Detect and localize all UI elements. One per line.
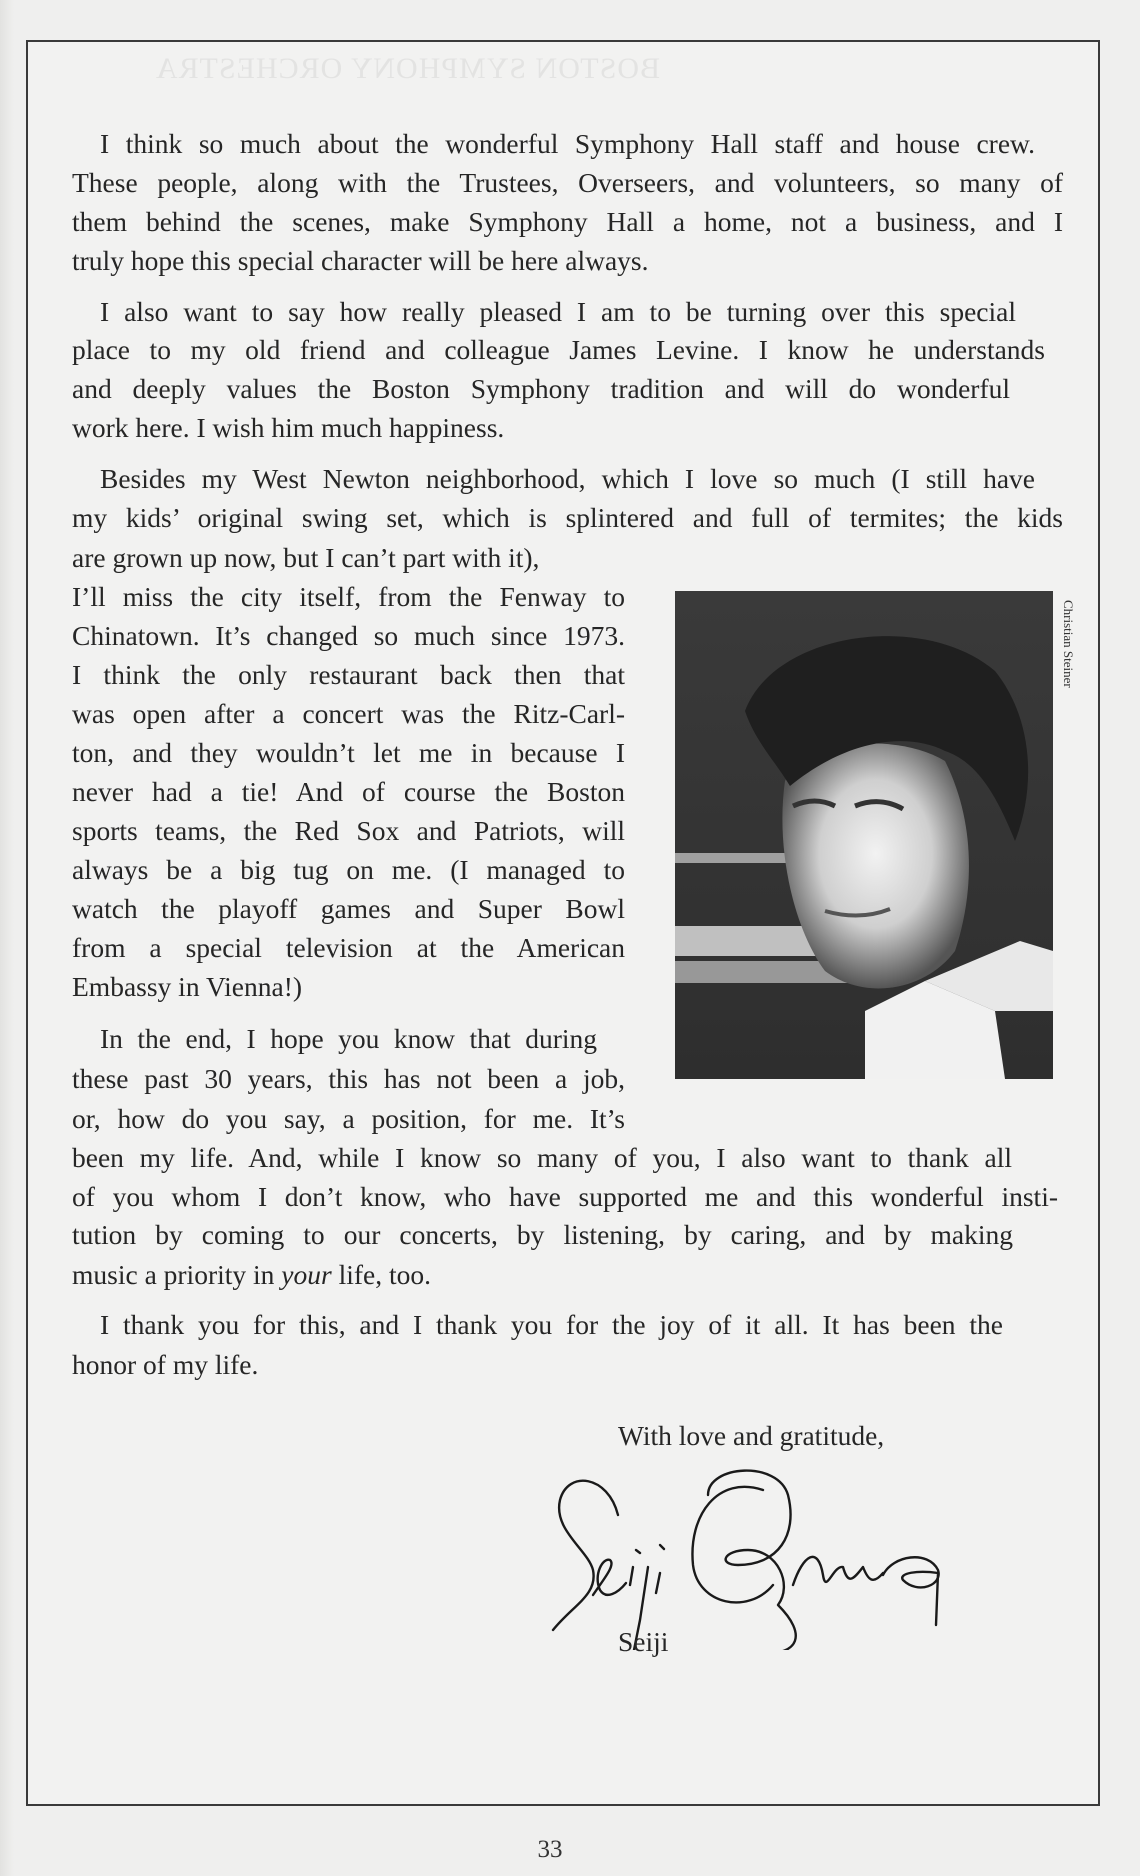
signature-image — [548, 1455, 988, 1650]
letter-line — [100, 1025, 597, 1053]
letter-line — [100, 465, 1035, 493]
signed-name: Seiji — [618, 1626, 669, 1657]
letter-line — [100, 298, 1016, 326]
letter-line — [72, 895, 625, 923]
letter-line — [100, 130, 1035, 158]
letter-line-text: ton, and they wouldn’t let me in because I — [72, 737, 625, 768]
emphasis-text: your — [281, 1259, 332, 1290]
letter-line-text: I think so much about the wonderful Symphony Hall staff and house crew. — [100, 128, 1035, 159]
letter-line — [72, 583, 625, 611]
letter-line-text: Chinatown. It’s changed so much since 1973. — [72, 620, 625, 651]
letter-line-text: and deeply values the Boston Symphony tradition and will do wonderful — [72, 373, 1010, 404]
letter-line — [72, 208, 1063, 236]
letter-line-text: tution by coming to our concerts, by listening, by caring, and by making — [72, 1219, 1013, 1250]
letter-line-text: I thank you for this, and I thank you for the joy of it all. It has been the — [100, 1309, 1003, 1340]
bleed-through-header: BOSTON SYMPHONY ORCHESTRA — [154, 52, 660, 85]
letter-line-text: was open after a concert was the Ritz-Carl- — [72, 698, 625, 729]
letter-line-text: place to my old friend and colleague James Levine. I know he understands — [72, 334, 1045, 365]
letter-line-text: truly hope this special character will be here always. — [72, 245, 649, 276]
letter-line-text: these past 30 years, this has not been a job, — [72, 1063, 625, 1094]
letter-line — [72, 504, 1063, 532]
letter-line-text: never had a tie! And of course the Boston — [72, 776, 625, 807]
letter-line — [72, 622, 625, 650]
letter-line — [100, 1311, 1003, 1339]
letter-line — [72, 1221, 1013, 1249]
letter-line-text: my kids’ original swing set, which is splintered and full of termites; the kids — [72, 502, 1063, 533]
letter-line-text: Besides my West Newton neighborhood, which I love so much (I still have — [100, 463, 1035, 494]
letter-line — [72, 414, 504, 442]
letter-line-text: watch the playoff games and Super Bowl — [72, 893, 625, 924]
letter-line — [72, 856, 625, 884]
letter-line-text: work here. I wish him much happiness. — [72, 412, 505, 443]
letter-line — [72, 700, 625, 728]
letter-line — [72, 934, 625, 962]
portrait-image — [675, 591, 1053, 1079]
letter-line-text: or, how do you say, a position, for me. It’s — [72, 1103, 625, 1134]
letter-line — [72, 1105, 625, 1133]
letter-line-text: from a special television at the American — [72, 932, 625, 963]
letter-line-text: I also want to say how really pleased I am to be turning over this special — [100, 296, 1016, 327]
letter-line — [72, 247, 649, 275]
letter-line — [72, 336, 1045, 364]
letter-line-text: of you whom I don’t know, who have supported me and this wonderful insti- — [72, 1181, 1058, 1212]
page-edge — [0, 0, 14, 1876]
letter-line — [72, 973, 302, 1001]
letter-line — [72, 739, 625, 767]
letter-line — [72, 778, 625, 806]
letter-line-text: always be a big tug on me. (I managed to — [72, 854, 625, 885]
letter-line-text: In the end, I hope you know that during — [100, 1023, 597, 1054]
letter-line — [72, 375, 1010, 403]
letter-line — [72, 544, 539, 572]
letter-line — [72, 817, 625, 845]
letter-line — [72, 1065, 625, 1093]
portrait-photo — [675, 591, 1053, 1079]
letter-line-text: been my life. And, while I know so many of you, I also want to thank all — [72, 1142, 1012, 1173]
photo-credit: Christian Steiner — [1061, 600, 1076, 688]
letter-line-text: are grown up now, but I can’t part with it), — [72, 542, 540, 573]
letter-line — [72, 1261, 431, 1289]
letter-line — [72, 661, 625, 689]
letter-line-text: life, too. — [331, 1259, 431, 1290]
letter-line — [72, 169, 1063, 197]
closing-line: With love and gratitude, — [618, 1420, 885, 1451]
letter-line-text: I think the only restaurant back then that — [72, 659, 625, 690]
letter-line-text: These people, along with the Trustees, Overseers, and volunteers, so many of — [72, 167, 1063, 198]
letter-line — [72, 1144, 1012, 1172]
page-number: 33 — [537, 1836, 563, 1863]
letter-line-text: honor of my life. — [72, 1349, 259, 1380]
letter-line-text: music a priority in — [72, 1259, 282, 1290]
letter-line-text: I’ll miss the city itself, from the Fenway to — [72, 581, 625, 612]
letter-line-text: Embassy in Vienna!) — [72, 971, 303, 1002]
letter-line — [72, 1183, 1058, 1211]
letter-line-text: them behind the scenes, make Symphony Hall a home, not a business, and I — [72, 206, 1063, 237]
letter-line-text: sports teams, the Red Sox and Patriots, will — [72, 815, 625, 846]
letter-line — [72, 1351, 258, 1379]
